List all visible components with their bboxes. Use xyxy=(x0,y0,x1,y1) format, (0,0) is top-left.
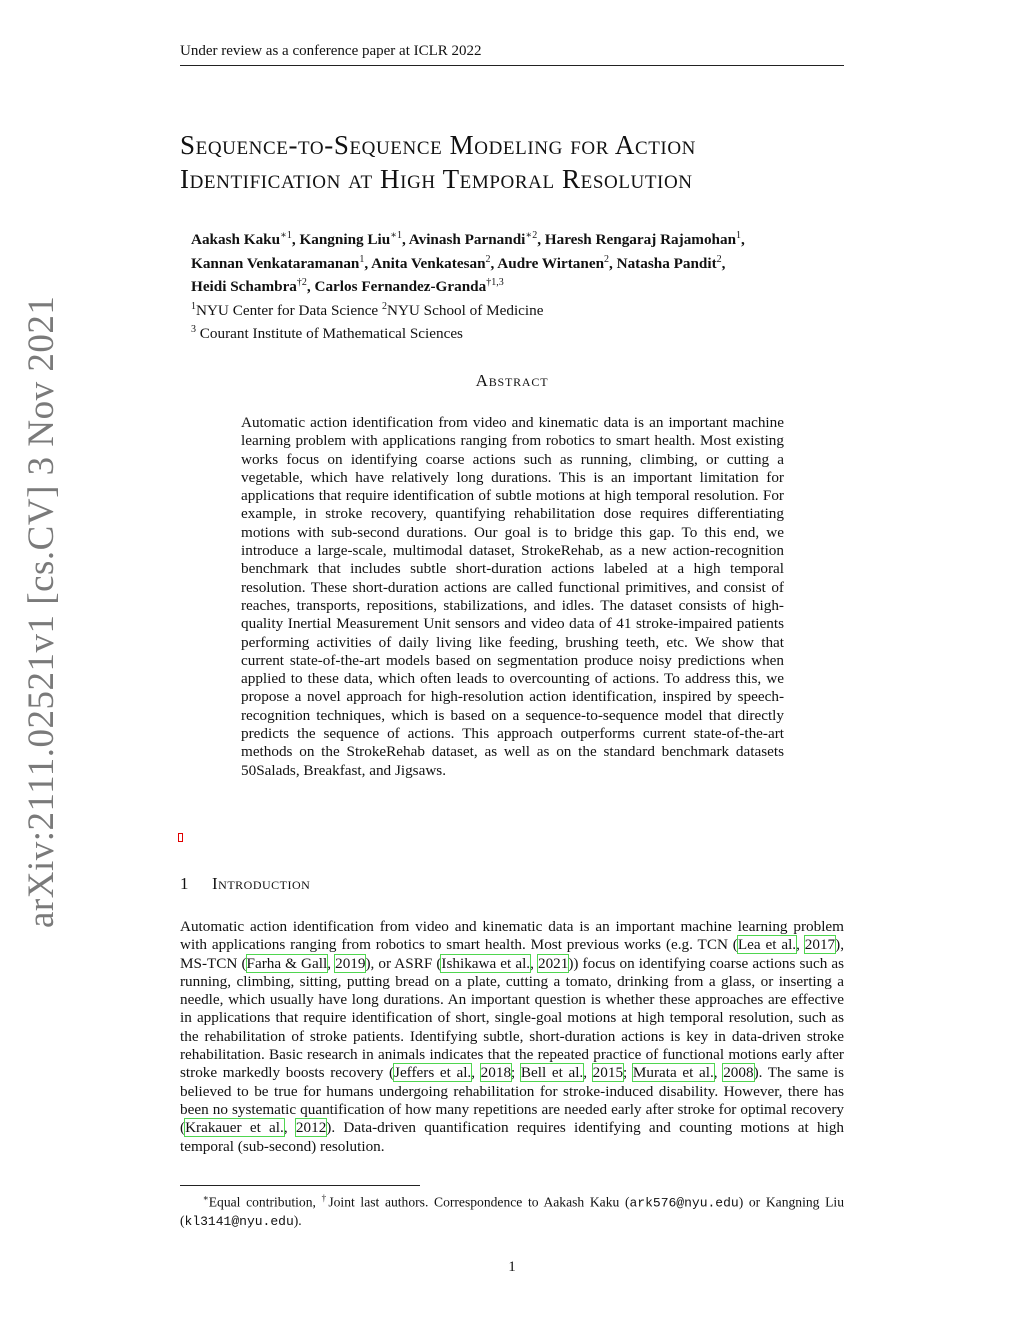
section-title: Introduction xyxy=(212,874,311,893)
citation-link[interactable]: Jeffers et al. xyxy=(394,1064,472,1082)
author-sup: ∗1 xyxy=(390,230,402,241)
body-text: ), MS-TCN ( xyxy=(180,936,844,972)
affiliation-sup: 3 xyxy=(191,324,196,336)
affiliation-line-2 xyxy=(191,320,851,344)
page-number: 1 xyxy=(508,1259,516,1275)
affiliation-name: NYU School of Medicine xyxy=(386,301,544,319)
footnote-rule xyxy=(180,1185,420,1186)
citation-link[interactable]: Lea et al. xyxy=(737,936,797,954)
body-text: , xyxy=(713,1064,724,1082)
author-sup: 2 xyxy=(485,253,491,265)
footnote-mark: † xyxy=(321,1193,329,1203)
citation-link[interactable]: 2015 xyxy=(592,1064,624,1082)
footnote-mark: ∗ xyxy=(202,1193,209,1203)
section-number: 1 xyxy=(180,874,189,893)
affiliation-line-1 xyxy=(191,297,851,321)
citation-link[interactable]: Krakauer et al. xyxy=(185,1119,284,1137)
footnote-text: Joint last authors. Correspondence to Aakash Kaku ( xyxy=(328,1194,630,1210)
author-name: Avinash Parnandi xyxy=(408,231,526,249)
footnote-text: ) or Kangning Liu ( xyxy=(180,1194,844,1228)
title-line-1: Sequence-to-Sequence Modeling for Action xyxy=(180,130,697,160)
citation-link[interactable]: Ishikawa et al. xyxy=(441,954,531,972)
body-text: ), or ASRF ( xyxy=(365,954,442,972)
author-name: Carlos Fernandez-Granda xyxy=(314,278,487,296)
body-text: , xyxy=(583,1064,593,1082)
email-link[interactable]: ark576@nyu.edu xyxy=(629,1195,739,1211)
author-sup: †1,3 xyxy=(486,277,504,289)
abstract-heading: Abstract xyxy=(475,371,549,390)
red-marker xyxy=(178,833,183,842)
author-name: Kannan Venkataramanan xyxy=(191,254,360,272)
abstract-text: Automatic action identification from video and kinematic data is an important machine learning problem with applications ranging from robotics to smart health. Most existing works focus on identifying coarse actions such as running, climbing, or cutting a vegetable, which have relatively long durations. This is an important limitation for applications that require identification of subtle motions at high temporal resolution. For example, in stroke recovery, quantifying rehabilitation dose requires differentiating motions with sub-second durations. Our goal is to bridge this gap. To this end, we introduce a large-scale, multimodal dataset, StrokeRehab, as a new action-recognition benchmark that includes subtle short-duration actions labeled at a high temporal resolution. These short-duration actions are called functional primitives, and consist of reaches, transports, repositions, stabilizations, and idles. The dataset consists of high-quality Inertial Measurement Unit sensors and video data of 41 stroke-impaired patients performing activities of daily living like feeding, brushing teeth, etc. We show that current state-of-the-art models based on segmentation produce noisy predictions when applied to these data, which often leads to overcounting of actions. To address this, we propose a novel approach for high-resolution action identification, inspired by speech-recognition techniques, which is based on a sequence-to-sequence model that directly predicts the sequence of actions. This approach outperforms current state-of-the-art methods on the StrokeRehab dataset, as well as on the standard benchmark datasets 50Salads, Breakfast, and Jigsaws. xyxy=(241,414,784,779)
body-text: ). The same is believed to be true for humans undergoing rehabilitation for stroke-induced disability. However, there has been no systematic quantification of how many repetitions are needed early after stroke for optimal recovery ( xyxy=(180,1064,845,1137)
footnote xyxy=(180,1190,844,1230)
body-text: ; xyxy=(511,1064,521,1082)
author-name: Aakash Kaku xyxy=(191,231,281,249)
body-text: , xyxy=(283,1119,296,1137)
author-name: Kangning Liu xyxy=(299,231,391,249)
author-sup: †2 xyxy=(296,277,307,289)
author-sup: ∗2 xyxy=(525,230,538,241)
citation-link[interactable]: Farha & Gall xyxy=(246,954,328,972)
body-text: , xyxy=(796,936,805,954)
section-heading-introduction xyxy=(180,874,310,894)
body-text: , xyxy=(471,1064,481,1082)
citation-link[interactable]: 2008 xyxy=(723,1064,754,1082)
author-sup: ∗1 xyxy=(280,230,292,241)
body-text: )) focus on identifying coarse actions such as running, climbing, sitting, putting bread on a plate, cutting a tomato, drinking from a glass, or inserting a needle, which usually have long durations. An important question is whether these approaches are effective in applications that require identification of short, single-goal motions at high temporal resolution, such as the rehabilitation of stroke patients. Identifying subtle, short-duration actions is key in data-driven stroke rehabilitation. Basic research in animals indicates that the repeated practice of functional motions early after stroke markedly boosts recovery ( xyxy=(180,954,845,1082)
author-sup: 2 xyxy=(716,253,722,265)
affiliation-sup: 1 xyxy=(191,300,196,312)
running-header: Under review as a conference paper at ICLR 2022 xyxy=(180,43,844,66)
author-name: Natasha Pandit xyxy=(616,254,717,272)
footnote-text: Equal contribution, xyxy=(208,1194,322,1210)
citation-link[interactable]: 2018 xyxy=(480,1064,512,1082)
title-line-2: Identification at High Temporal Resolution xyxy=(180,164,693,194)
author-name: Haresh Rengaraj Rajamohan xyxy=(544,231,737,249)
paper-title xyxy=(180,128,860,196)
body-text: ). Data-driven quantification requires identifying and counting motions at high temporal (sub-second) resolution. xyxy=(180,1119,845,1155)
introduction-paragraph xyxy=(180,918,844,1156)
author-names: Aakash Kaku$^{∗1}$, Kangning Liu$^{∗1}$, Avinash Parnandi$^{∗2}$, Haresh Rengaraj Rajamohan$^1$, Kannan Venkataramanan$^1$, Anita Venkatesan$^2$, Audre Wirtanen$^2$, Natasha Pandit$^2$, Heidi Schambra$^{\dagger 2}$, Carlos Fernandez-Granda$^{\dagger 1,3}$ xyxy=(191,230,745,296)
citation-link[interactable]: 2017 xyxy=(804,936,836,954)
body-text: ; xyxy=(623,1064,633,1082)
arxiv-stamp: arXiv:2111.02521v1 [cs.CV] 3 Nov 2021 xyxy=(21,295,62,928)
author-sup: 1 xyxy=(736,230,742,241)
footnote-text: ). xyxy=(293,1212,302,1228)
citation-link[interactable]: 2012 xyxy=(295,1119,327,1137)
author-name: Anita Venkatesan xyxy=(371,254,486,272)
author-sup: 1 xyxy=(359,253,365,265)
citation-link[interactable]: 2021 xyxy=(537,954,569,972)
affiliation-sup: 2 xyxy=(381,300,387,312)
citation-link[interactable]: Murata et al. xyxy=(632,1064,714,1082)
body-text: , xyxy=(327,954,336,972)
affiliation-name: NYU Center for Data Science xyxy=(196,301,379,319)
author-sup: 2 xyxy=(604,253,610,265)
citation-link[interactable]: 2019 xyxy=(335,954,366,972)
author-name: Audre Wirtanen xyxy=(497,254,605,272)
email-link[interactable]: kl3141@nyu.edu xyxy=(184,1213,294,1229)
affiliation-name: Courant Institute of Mathematical Sciences xyxy=(199,325,463,343)
body-text: , xyxy=(530,954,538,972)
body-text: Automatic action identification from video and kinematic data is an important machine learning problem with applications ranging from robotics to smart health. Most previous works (e.g. TCN ( xyxy=(180,918,844,954)
citation-link[interactable]: Bell et al. xyxy=(520,1064,584,1082)
author-block xyxy=(191,226,851,344)
author-name: Heidi Schambra xyxy=(191,278,297,296)
